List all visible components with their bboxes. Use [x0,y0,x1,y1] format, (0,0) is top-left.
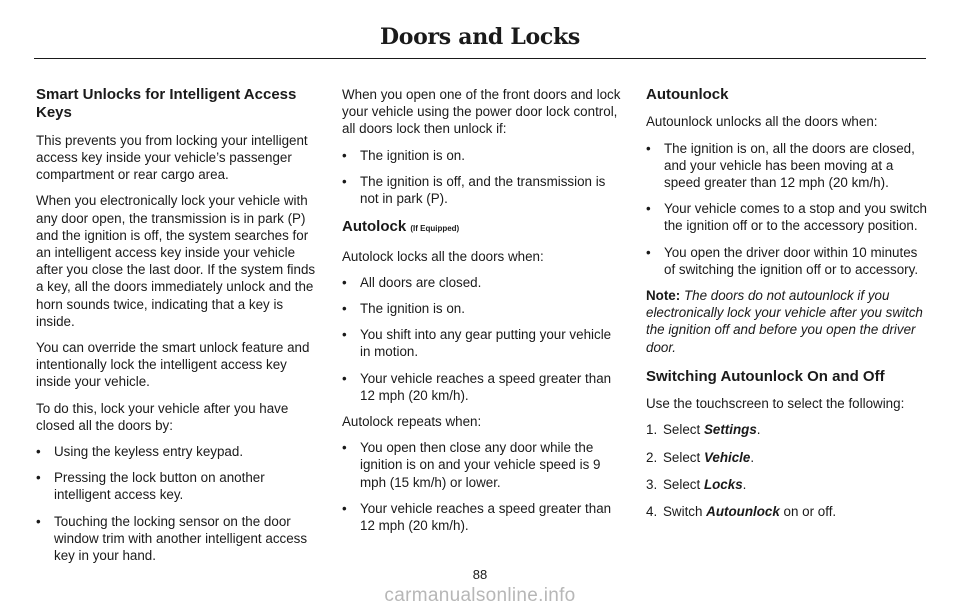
paragraph: Autolock locks all the doors when: [342,248,544,264]
if-equipped-note: (If Equipped) [410,224,460,234]
list-item: • All doors are closed. [342,274,624,291]
autolock-heading-text: Autolock [342,218,407,236]
section-heading-autounlock: Autounlock [646,86,729,103]
page-title: Doors and Locks [379,24,581,50]
page-number: 88 [472,567,488,582]
list-item: • The ignition is off, and the transmission is not in park (P). [342,173,624,207]
column-right [646,86,928,530]
step-text: Select [663,422,704,438]
list-item: • The ignition is on, all the doors are closed, and your vehicle has been moving at a speed greater than 12 mph (20 km/h). [646,140,928,192]
column-middle [342,86,624,543]
step-number: 4. [646,504,658,520]
step-text: Switch [663,504,707,520]
paragraph: Autolock repeats when: [342,414,482,430]
bullet-list [342,439,624,534]
step-menu-option: Vehicle [703,449,751,465]
step-menu-option: Settings [703,422,757,438]
list-item: • Your vehicle reaches a speed greater than 12 mph (20 km/h). [342,370,624,404]
paragraph: When you electronically lock your vehicle with any door open, the transmission is in park (P) and the ignition is off, the system searches for an intelligent access key inside your vehicle after you close the last door. If the system finds a key, all the doors immediately unlock and the horn sounds twice, indicating that a key is inside. [36,193,316,329]
column-left [36,86,318,573]
watermark: carmanualsonline.info [384,585,576,606]
step-text-end: . [756,422,761,438]
section-heading-autolock [342,218,624,238]
paragraph: To do this, lock your vehicle after you have closed all the doors by: [36,400,289,433]
paragraph: Use the touchscreen to select the following: [646,396,905,412]
paragraph: Autounlock unlocks all the doors when: [646,114,878,130]
step-number: 1. [646,422,658,438]
list-item: • Your vehicle reaches a speed greater than 12 mph (20 km/h). [342,500,624,534]
section-heading-smart-unlocks: Smart Unlocks for Intelligent Access Keys [36,86,297,122]
bullet-list [646,140,928,278]
step-menu-option: Autounlock [706,504,780,520]
list-item: • The ignition is on. [342,300,624,317]
step-number: 2. [646,449,658,465]
note [646,287,928,356]
paragraph: You can override the smart unlock feature and intentionally lock the intelligent access key inside your vehicle. [36,340,310,390]
list-item: • Using the keyless entry keypad. [36,443,318,460]
section-heading-switching-autounlock: Switching Autounlock On and Off [646,367,885,385]
list-item: • The ignition is on. [342,147,624,164]
list-item: • You open then close any door while the ignition is on and your vehicle speed is 9 mph (15 km/h) or lower. [342,439,624,491]
bullet-list [342,147,624,208]
list-item: • Touching the locking sensor on the door window trim with another intelligent access key in your hand. [36,513,318,565]
list-item: • You open the driver door within 10 minutes of switching the ignition off or to accessory. [646,244,928,278]
note-text: The doors do not autounlock if you electronically lock your vehicle after you switch the ignition off and before you open the driver door. [646,288,923,355]
step-item [646,449,928,466]
step-menu-option: Locks [703,476,743,492]
list-item: • Your vehicle comes to a stop and you switch the ignition off or to the accessory position. [646,200,928,234]
list-item: • You shift into any gear putting your vehicle in motion. [342,326,624,360]
step-item [646,503,928,520]
header-divider [34,58,926,59]
paragraph: This prevents you from locking your intelligent access key inside your vehicle’s passenger compartment or rear cargo area. [36,132,308,183]
step-text: Select [663,476,704,492]
note-label: Note: [646,288,681,304]
step-text-end: . [742,476,747,492]
list-item: • Pressing the lock button on another intelligent access key. [36,469,318,503]
step-number: 3. [646,476,658,492]
step-text: Select [663,449,704,465]
step-text-end: . [750,449,755,465]
step-text-end: on or off. [779,504,837,520]
step-item [646,476,928,493]
step-item [646,421,928,438]
bullet-list [342,274,624,404]
numbered-list [646,421,928,520]
paragraph: When you open one of the front doors and lock your vehicle using the power door lock control, all doors lock then unlock if: [342,87,621,137]
bullet-list [36,443,318,564]
